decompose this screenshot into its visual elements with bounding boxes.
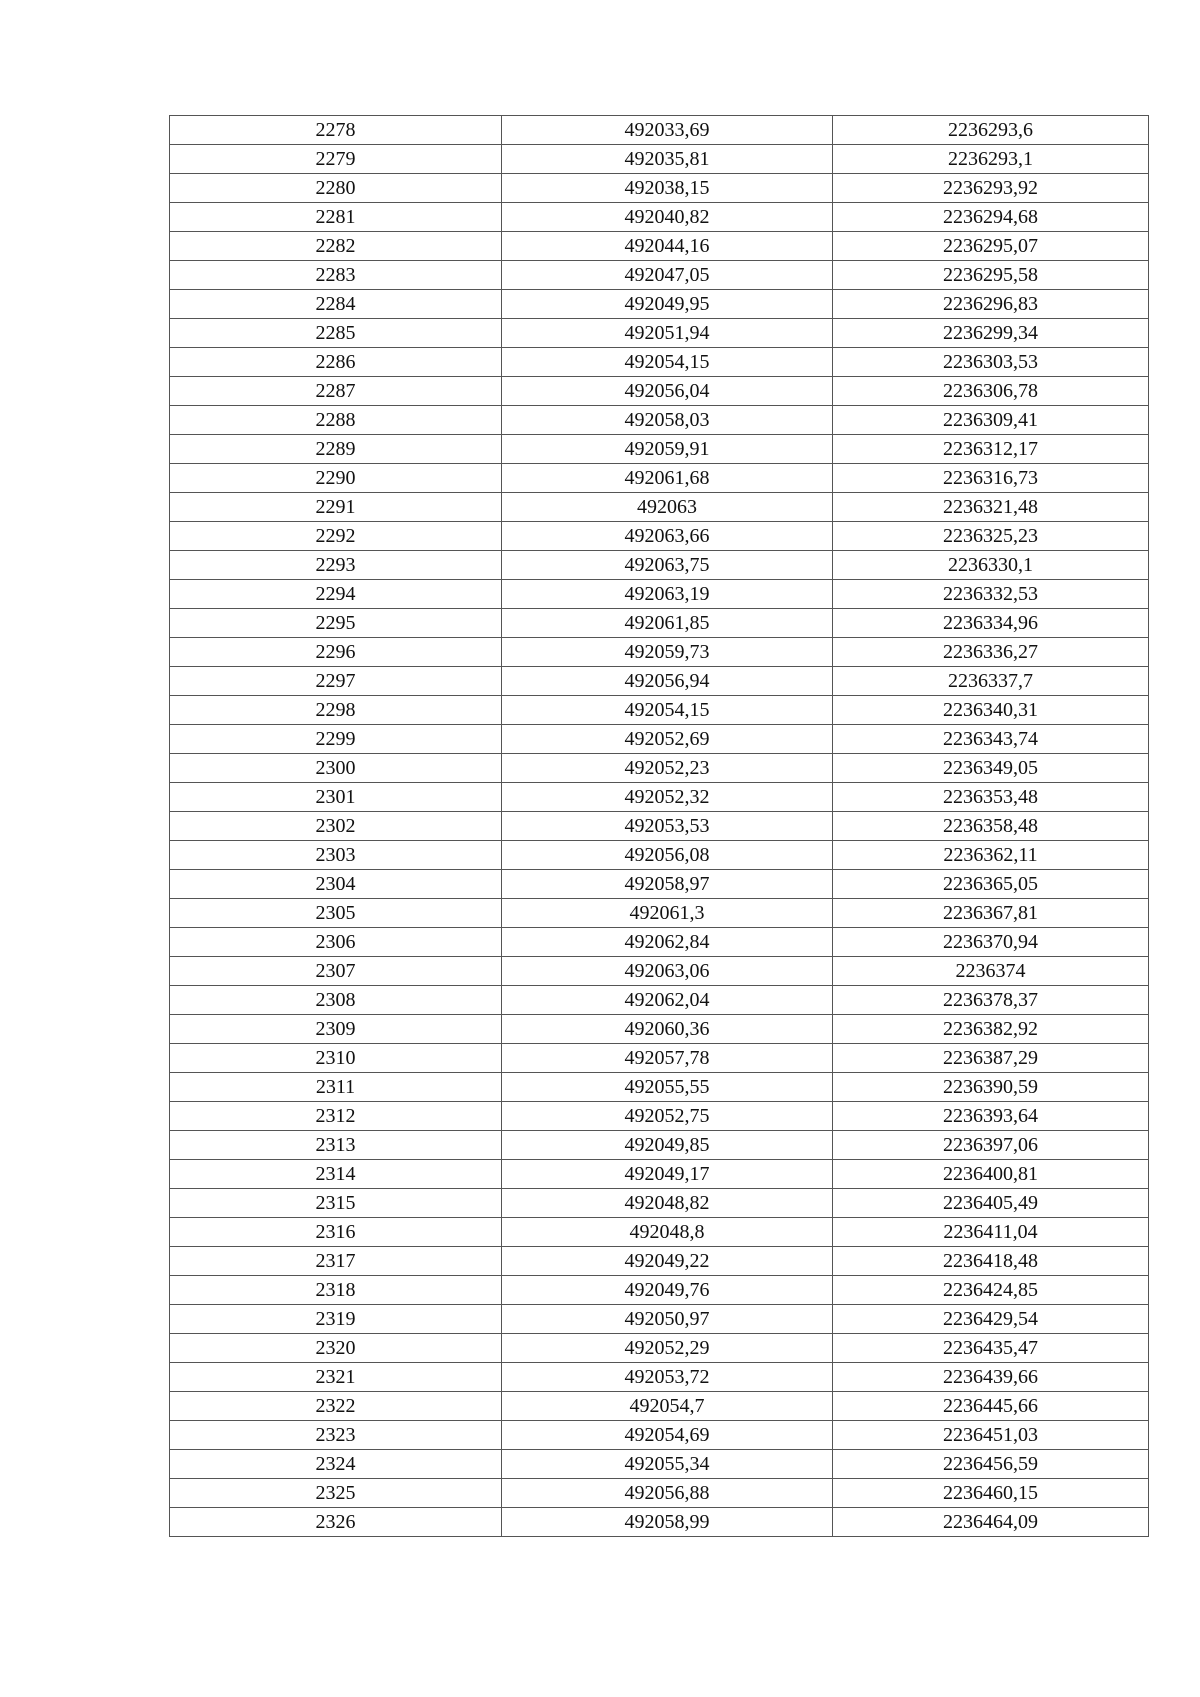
point-number-cell: 2301 <box>170 783 502 812</box>
y-coordinate-cell: 2236374 <box>833 957 1149 986</box>
y-coordinate-cell: 2236316,73 <box>833 464 1149 493</box>
y-coordinate-cell: 2236296,83 <box>833 290 1149 319</box>
table-row <box>170 145 1149 174</box>
point-number-cell: 2299 <box>170 725 502 754</box>
table-row <box>170 203 1149 232</box>
table-row <box>170 551 1149 580</box>
point-number-cell: 2279 <box>170 145 502 174</box>
table-row <box>170 1508 1149 1537</box>
point-number-cell: 2298 <box>170 696 502 725</box>
y-coordinate-cell: 2236303,53 <box>833 348 1149 377</box>
point-number-cell: 2326 <box>170 1508 502 1537</box>
y-coordinate-cell: 2236445,66 <box>833 1392 1149 1421</box>
point-number-cell: 2297 <box>170 667 502 696</box>
x-coordinate-cell: 492054,15 <box>502 696 833 725</box>
x-coordinate-cell: 492060,36 <box>502 1015 833 1044</box>
x-coordinate-cell: 492047,05 <box>502 261 833 290</box>
x-coordinate-cell: 492061,3 <box>502 899 833 928</box>
point-number-cell: 2286 <box>170 348 502 377</box>
point-number-cell: 2292 <box>170 522 502 551</box>
x-coordinate-cell: 492056,88 <box>502 1479 833 1508</box>
table-row <box>170 870 1149 899</box>
x-coordinate-cell: 492052,75 <box>502 1102 833 1131</box>
x-coordinate-cell: 492055,34 <box>502 1450 833 1479</box>
y-coordinate-cell: 2236295,58 <box>833 261 1149 290</box>
x-coordinate-cell: 492063,19 <box>502 580 833 609</box>
y-coordinate-cell: 2236382,92 <box>833 1015 1149 1044</box>
y-coordinate-cell: 2236424,85 <box>833 1276 1149 1305</box>
table-row <box>170 261 1149 290</box>
x-coordinate-cell: 492058,97 <box>502 870 833 899</box>
y-coordinate-cell: 2236330,1 <box>833 551 1149 580</box>
table-row <box>170 1334 1149 1363</box>
y-coordinate-cell: 2236325,23 <box>833 522 1149 551</box>
coordinates-table-body <box>170 116 1149 1537</box>
x-coordinate-cell: 492048,82 <box>502 1189 833 1218</box>
table-row <box>170 464 1149 493</box>
x-coordinate-cell: 492038,15 <box>502 174 833 203</box>
point-number-cell: 2294 <box>170 580 502 609</box>
point-number-cell: 2309 <box>170 1015 502 1044</box>
point-number-cell: 2319 <box>170 1305 502 1334</box>
point-number-cell: 2307 <box>170 957 502 986</box>
x-coordinate-cell: 492056,04 <box>502 377 833 406</box>
x-coordinate-cell: 492056,94 <box>502 667 833 696</box>
point-number-cell: 2281 <box>170 203 502 232</box>
table-row <box>170 377 1149 406</box>
table-row <box>170 1073 1149 1102</box>
point-number-cell: 2311 <box>170 1073 502 1102</box>
table-row <box>170 522 1149 551</box>
y-coordinate-cell: 2236332,53 <box>833 580 1149 609</box>
y-coordinate-cell: 2236435,47 <box>833 1334 1149 1363</box>
table-row <box>170 725 1149 754</box>
point-number-cell: 2293 <box>170 551 502 580</box>
table-row <box>170 1247 1149 1276</box>
point-number-cell: 2282 <box>170 232 502 261</box>
point-number-cell: 2280 <box>170 174 502 203</box>
point-number-cell: 2313 <box>170 1131 502 1160</box>
x-coordinate-cell: 492052,29 <box>502 1334 833 1363</box>
table-row <box>170 1421 1149 1450</box>
x-coordinate-cell: 492055,55 <box>502 1073 833 1102</box>
y-coordinate-cell: 2236464,09 <box>833 1508 1149 1537</box>
point-number-cell: 2290 <box>170 464 502 493</box>
y-coordinate-cell: 2236306,78 <box>833 377 1149 406</box>
table-row <box>170 174 1149 203</box>
x-coordinate-cell: 492049,85 <box>502 1131 833 1160</box>
table-row <box>170 638 1149 667</box>
point-number-cell: 2289 <box>170 435 502 464</box>
point-number-cell: 2291 <box>170 493 502 522</box>
y-coordinate-cell: 2236294,68 <box>833 203 1149 232</box>
y-coordinate-cell: 2236337,7 <box>833 667 1149 696</box>
point-number-cell: 2325 <box>170 1479 502 1508</box>
point-number-cell: 2321 <box>170 1363 502 1392</box>
y-coordinate-cell: 2236293,92 <box>833 174 1149 203</box>
table-row <box>170 290 1149 319</box>
point-number-cell: 2308 <box>170 986 502 1015</box>
y-coordinate-cell: 2236451,03 <box>833 1421 1149 1450</box>
table-row <box>170 493 1149 522</box>
point-number-cell: 2323 <box>170 1421 502 1450</box>
y-coordinate-cell: 2236370,94 <box>833 928 1149 957</box>
x-coordinate-cell: 492063,66 <box>502 522 833 551</box>
point-number-cell: 2304 <box>170 870 502 899</box>
table-row <box>170 435 1149 464</box>
y-coordinate-cell: 2236367,81 <box>833 899 1149 928</box>
table-row <box>170 1102 1149 1131</box>
point-number-cell: 2300 <box>170 754 502 783</box>
x-coordinate-cell: 492063,75 <box>502 551 833 580</box>
table-row <box>170 1450 1149 1479</box>
coordinates-table <box>169 115 1149 1537</box>
x-coordinate-cell: 492062,04 <box>502 986 833 1015</box>
table-row <box>170 667 1149 696</box>
x-coordinate-cell: 492049,76 <box>502 1276 833 1305</box>
y-coordinate-cell: 2236429,54 <box>833 1305 1149 1334</box>
x-coordinate-cell: 492059,91 <box>502 435 833 464</box>
x-coordinate-cell: 492051,94 <box>502 319 833 348</box>
table-row <box>170 928 1149 957</box>
x-coordinate-cell: 492063,06 <box>502 957 833 986</box>
x-coordinate-cell: 492049,17 <box>502 1160 833 1189</box>
x-coordinate-cell: 492053,72 <box>502 1363 833 1392</box>
y-coordinate-cell: 2236349,05 <box>833 754 1149 783</box>
point-number-cell: 2278 <box>170 116 502 145</box>
x-coordinate-cell: 492054,15 <box>502 348 833 377</box>
y-coordinate-cell: 2236334,96 <box>833 609 1149 638</box>
table-row <box>170 1305 1149 1334</box>
x-coordinate-cell: 492049,22 <box>502 1247 833 1276</box>
x-coordinate-cell: 492052,23 <box>502 754 833 783</box>
x-coordinate-cell: 492061,85 <box>502 609 833 638</box>
y-coordinate-cell: 2236293,1 <box>833 145 1149 174</box>
table-row <box>170 696 1149 725</box>
table-row <box>170 609 1149 638</box>
point-number-cell: 2302 <box>170 812 502 841</box>
table-row <box>170 1189 1149 1218</box>
table-row <box>170 841 1149 870</box>
y-coordinate-cell: 2236321,48 <box>833 493 1149 522</box>
x-coordinate-cell: 492040,82 <box>502 203 833 232</box>
point-number-cell: 2322 <box>170 1392 502 1421</box>
y-coordinate-cell: 2236353,48 <box>833 783 1149 812</box>
table-row <box>170 1015 1149 1044</box>
y-coordinate-cell: 2236299,34 <box>833 319 1149 348</box>
table-row <box>170 1131 1149 1160</box>
x-coordinate-cell: 492044,16 <box>502 232 833 261</box>
table-row <box>170 754 1149 783</box>
y-coordinate-cell: 2236411,04 <box>833 1218 1149 1247</box>
point-number-cell: 2310 <box>170 1044 502 1073</box>
table-row <box>170 1479 1149 1508</box>
table-row <box>170 812 1149 841</box>
table-row <box>170 1363 1149 1392</box>
table-row <box>170 116 1149 145</box>
x-coordinate-cell: 492061,68 <box>502 464 833 493</box>
point-number-cell: 2285 <box>170 319 502 348</box>
x-coordinate-cell: 492058,99 <box>502 1508 833 1537</box>
y-coordinate-cell: 2236400,81 <box>833 1160 1149 1189</box>
y-coordinate-cell: 2236309,41 <box>833 406 1149 435</box>
table-row <box>170 1160 1149 1189</box>
y-coordinate-cell: 2236312,17 <box>833 435 1149 464</box>
x-coordinate-cell: 492048,8 <box>502 1218 833 1247</box>
x-coordinate-cell: 492052,69 <box>502 725 833 754</box>
y-coordinate-cell: 2236295,07 <box>833 232 1149 261</box>
y-coordinate-cell: 2236343,74 <box>833 725 1149 754</box>
point-number-cell: 2306 <box>170 928 502 957</box>
point-number-cell: 2295 <box>170 609 502 638</box>
y-coordinate-cell: 2236387,29 <box>833 1044 1149 1073</box>
table-row <box>170 1276 1149 1305</box>
table-row <box>170 783 1149 812</box>
table-row <box>170 1044 1149 1073</box>
table-row <box>170 580 1149 609</box>
y-coordinate-cell: 2236362,11 <box>833 841 1149 870</box>
x-coordinate-cell: 492053,53 <box>502 812 833 841</box>
point-number-cell: 2324 <box>170 1450 502 1479</box>
point-number-cell: 2320 <box>170 1334 502 1363</box>
y-coordinate-cell: 2236405,49 <box>833 1189 1149 1218</box>
x-coordinate-cell: 492058,03 <box>502 406 833 435</box>
point-number-cell: 2317 <box>170 1247 502 1276</box>
x-coordinate-cell: 492056,08 <box>502 841 833 870</box>
y-coordinate-cell: 2236390,59 <box>833 1073 1149 1102</box>
table-row <box>170 1218 1149 1247</box>
x-coordinate-cell: 492062,84 <box>502 928 833 957</box>
point-number-cell: 2288 <box>170 406 502 435</box>
x-coordinate-cell: 492049,95 <box>502 290 833 319</box>
y-coordinate-cell: 2236358,48 <box>833 812 1149 841</box>
point-number-cell: 2284 <box>170 290 502 319</box>
table-row <box>170 899 1149 928</box>
table-row <box>170 348 1149 377</box>
x-coordinate-cell: 492054,69 <box>502 1421 833 1450</box>
point-number-cell: 2303 <box>170 841 502 870</box>
x-coordinate-cell: 492063 <box>502 493 833 522</box>
y-coordinate-cell: 2236340,31 <box>833 696 1149 725</box>
y-coordinate-cell: 2236460,15 <box>833 1479 1149 1508</box>
table-row <box>170 232 1149 261</box>
point-number-cell: 2283 <box>170 261 502 290</box>
x-coordinate-cell: 492033,69 <box>502 116 833 145</box>
y-coordinate-cell: 2236456,59 <box>833 1450 1149 1479</box>
point-number-cell: 2315 <box>170 1189 502 1218</box>
point-number-cell: 2314 <box>170 1160 502 1189</box>
point-number-cell: 2318 <box>170 1276 502 1305</box>
point-number-cell: 2305 <box>170 899 502 928</box>
y-coordinate-cell: 2236418,48 <box>833 1247 1149 1276</box>
table-row <box>170 319 1149 348</box>
point-number-cell: 2312 <box>170 1102 502 1131</box>
table-row <box>170 957 1149 986</box>
point-number-cell: 2316 <box>170 1218 502 1247</box>
x-coordinate-cell: 492059,73 <box>502 638 833 667</box>
y-coordinate-cell: 2236439,66 <box>833 1363 1149 1392</box>
x-coordinate-cell: 492050,97 <box>502 1305 833 1334</box>
x-coordinate-cell: 492057,78 <box>502 1044 833 1073</box>
y-coordinate-cell: 2236378,37 <box>833 986 1149 1015</box>
x-coordinate-cell: 492054,7 <box>502 1392 833 1421</box>
point-number-cell: 2287 <box>170 377 502 406</box>
table-row <box>170 406 1149 435</box>
y-coordinate-cell: 2236365,05 <box>833 870 1149 899</box>
table-row <box>170 986 1149 1015</box>
y-coordinate-cell: 2236336,27 <box>833 638 1149 667</box>
y-coordinate-cell: 2236393,64 <box>833 1102 1149 1131</box>
point-number-cell: 2296 <box>170 638 502 667</box>
table-row <box>170 1392 1149 1421</box>
x-coordinate-cell: 492052,32 <box>502 783 833 812</box>
y-coordinate-cell: 2236397,06 <box>833 1131 1149 1160</box>
x-coordinate-cell: 492035,81 <box>502 145 833 174</box>
y-coordinate-cell: 2236293,6 <box>833 116 1149 145</box>
